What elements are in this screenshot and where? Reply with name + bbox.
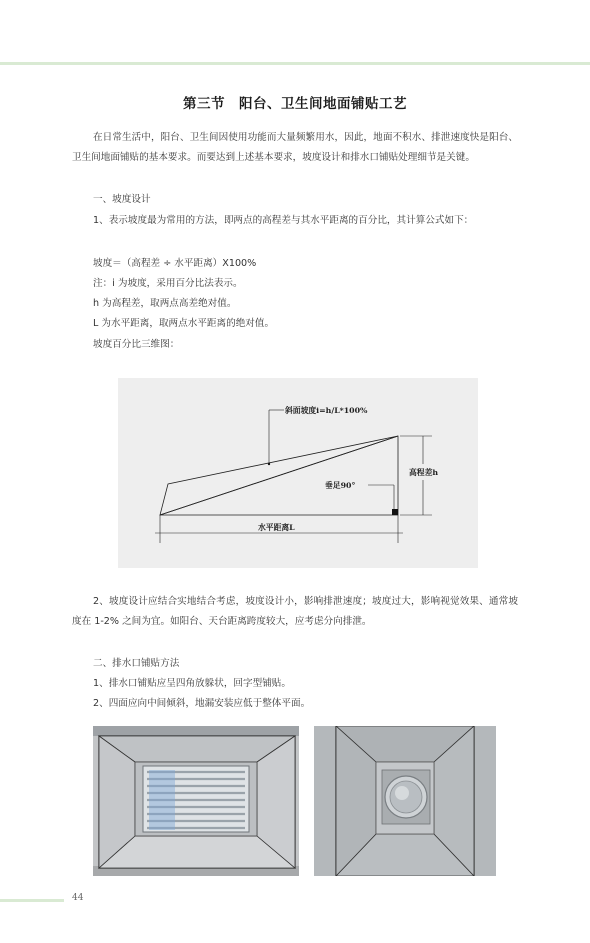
distance-label: 水平距离L bbox=[258, 523, 295, 532]
right-angle-label: 垂足90° bbox=[325, 481, 356, 490]
top-accent-rule bbox=[0, 62, 590, 65]
bottom-accent-rule bbox=[0, 899, 64, 902]
photo-square-drain bbox=[314, 726, 496, 876]
photo-grate-drain bbox=[93, 726, 299, 876]
slope-diagram bbox=[118, 378, 478, 568]
slope-formula: 坡度＝（高程差 ÷ 水平距离）X100% bbox=[93, 258, 257, 269]
section2-item1: 1、排水口铺贴应呈四角放躲状，回字型铺贴。 bbox=[93, 678, 291, 689]
note-i: 注：i 为坡度，采用百分比法表示。 bbox=[93, 278, 243, 289]
page-number: 44 bbox=[72, 893, 84, 903]
slope-wedge-side bbox=[160, 436, 398, 515]
note-l: L 为水平距离，取两点水平距离的绝对值。 bbox=[93, 318, 275, 329]
section1-item1: 1、表示坡度最为常用的方法，即两点的高程差与其水平距离的百分比，其计算公式如下： bbox=[93, 215, 474, 226]
section2-heading: 二、排水口铺贴方法 bbox=[93, 658, 180, 669]
slope-label: 斜面坡度i=h/L*100% bbox=[285, 406, 368, 415]
section-title: 第三节 阳台、卫生间地面铺贴工艺 bbox=[183, 96, 407, 112]
intro-paragraph: 在日常生活中，阳台、卫生间因使用功能而大量频繁用水，因此，地面不积水、排泄速度快是阳台、卫生间地面铺贴的基本要求。而要达到上述基本要求，坡度设计和排水口铺贴处理细节是关键。 bbox=[72, 132, 518, 163]
section1-heading: 一、坡度设计 bbox=[93, 194, 151, 205]
section2-item2: 2、四面应向中间倾斜，地漏安装应低于整体平面。 bbox=[93, 698, 311, 709]
right-angle-marker bbox=[392, 509, 398, 515]
figure-caption: 坡度百分比三维图： bbox=[93, 339, 180, 350]
section1-item2: 2、坡度设计应结合实地结合考虑，坡度设计小，影响排泄速度；坡度过大，影响视觉效果、通常坡度在 1-2% 之间为宜。如阳台、天台距离跨度较大，应考虑分向排泄。 bbox=[72, 596, 518, 627]
note-h: h 为高程差，取两点高差绝对值。 bbox=[93, 298, 237, 309]
height-label: 高程差h bbox=[409, 468, 439, 477]
